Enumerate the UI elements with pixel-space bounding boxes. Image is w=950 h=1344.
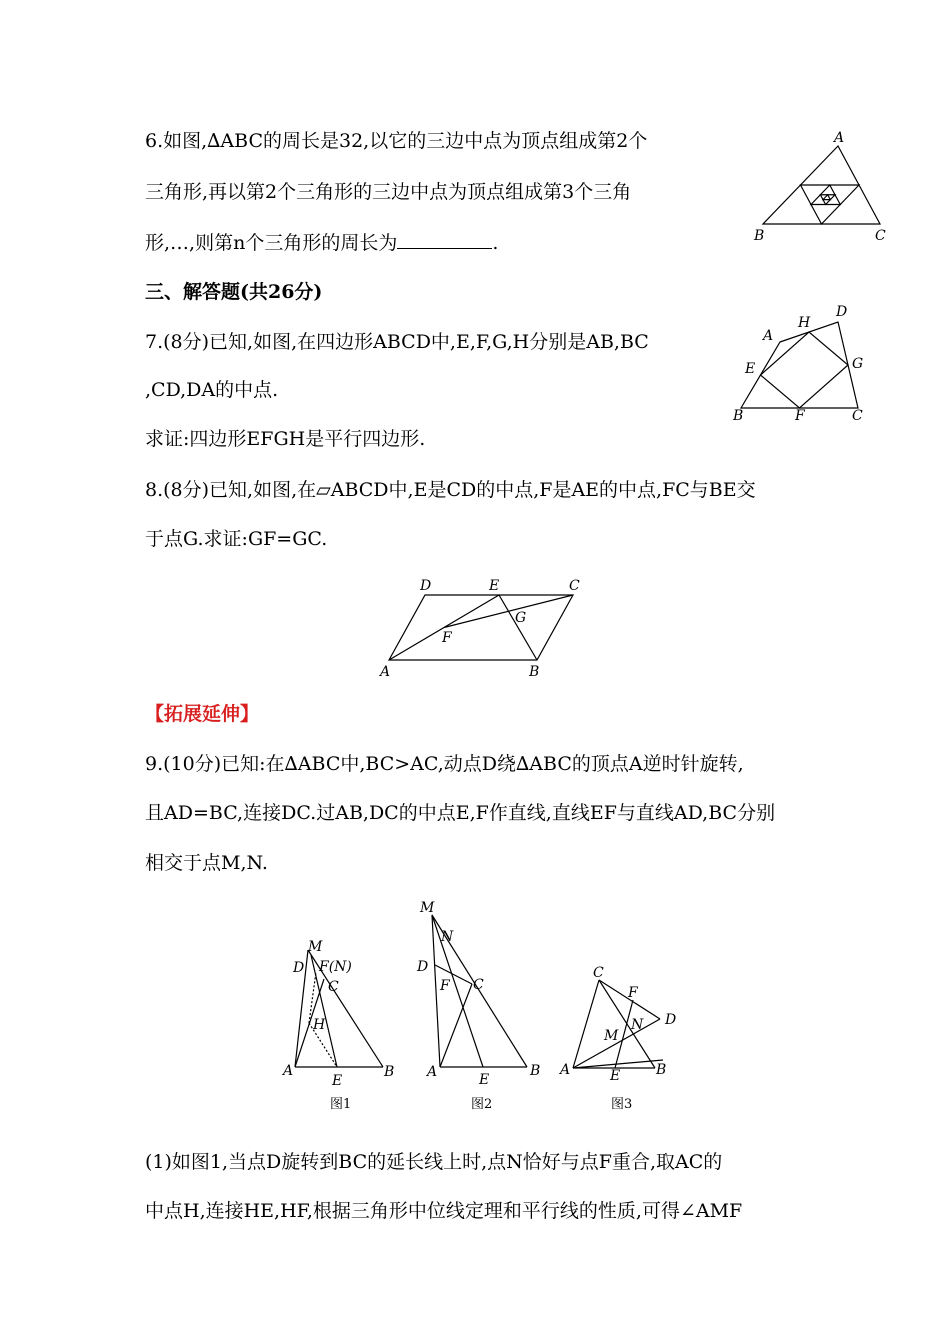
fig1-label-M: M <box>308 939 323 955</box>
answer-blank[interactable] <box>397 230 492 249</box>
fig3-label-F: F <box>628 985 638 1001</box>
q9-figure-2 <box>415 895 555 1115</box>
fig2-label-N: N <box>441 929 454 945</box>
q6-line3-end: . <box>492 232 499 254</box>
q8-label-A: A <box>380 664 391 680</box>
q9-figure-3 <box>555 960 685 1120</box>
fig1-label-B: B <box>384 1064 395 1080</box>
q6-line3-text: 形,…,则第n个三角形的周长为 <box>145 232 398 254</box>
q8-label-F: F <box>442 630 452 646</box>
q9-part1-line1: (1)如图1,当点D旋转到BC的延长线上时,点N恰好与点F重合,取AC的 <box>145 1151 723 1173</box>
q7-line2: ,CD,DA的中点. <box>145 379 279 401</box>
q9-figure-1 <box>280 935 400 1115</box>
q7-line3: 求证:四边形EFGH是平行四边形. <box>145 428 426 450</box>
fig1-label-A: A <box>283 1063 294 1079</box>
q7-line1: 7.(8分)已知,如图,在四边形ABCD中,E,F,G,H分别是AB,BC <box>145 331 649 353</box>
fig1-caption: 图1 <box>330 1097 352 1112</box>
q8-label-C: C <box>569 578 580 594</box>
fig3-label-B: B <box>656 1062 667 1078</box>
q9-line2: 且AD=BC,连接DC.过AB,DC的中点E,F作直线,直线EF与直线AD,BC分别 <box>145 802 776 824</box>
q6-line2: 三角形,再以第2个三角形的三边中点为顶点组成第3个三角 <box>145 181 632 203</box>
fig3-label-D: D <box>665 1012 677 1028</box>
q8-label-D: D <box>420 578 432 594</box>
extension-title: 【拓展延伸】 <box>145 703 260 725</box>
fig3-label-M: M <box>604 1028 619 1044</box>
fig3-caption: 图3 <box>611 1097 633 1112</box>
q7-label-B: B <box>733 408 744 424</box>
fig2-label-B: B <box>530 1063 541 1079</box>
fig1-label-E: E <box>332 1073 343 1089</box>
q7-label-D: D <box>836 304 848 320</box>
q8-parallelogram-figure <box>375 570 595 685</box>
fig2-label-C: C <box>473 977 484 993</box>
q6-line3 <box>145 230 498 255</box>
q6-label-A: A <box>834 130 845 146</box>
q7-label-A: A <box>763 328 774 344</box>
fig2-label-M: M <box>420 900 435 916</box>
fig2-label-F: F <box>440 978 450 994</box>
q8-line2: 于点G.求证:GF=GC. <box>145 528 328 550</box>
q9-line1: 9.(10分)已知:在∆ABC中,BC>AC,动点D绕∆ABC的顶点A逆时针旋转, <box>145 753 744 775</box>
q7-label-G: G <box>852 356 864 372</box>
fig2-caption: 图2 <box>471 1097 493 1112</box>
fig3-label-A: A <box>560 1062 571 1078</box>
q7-label-E: E <box>745 361 756 377</box>
fig1-label-H: H <box>313 1017 326 1033</box>
fig2-label-E: E <box>479 1072 490 1088</box>
fig1-label-C: C <box>328 979 339 995</box>
q7-label-C: C <box>852 408 863 424</box>
q9-part1-line2: 中点H,连接HE,HF,根据三角形中位线定理和平行线的性质,可得∠AMF <box>145 1200 743 1222</box>
q6-nested-triangles-figure <box>750 128 890 248</box>
q9-line3: 相交于点M,N. <box>145 852 268 874</box>
fig1-label-D: D <box>293 960 305 976</box>
q7-label-F: F <box>795 408 805 424</box>
q7-label-H: H <box>798 315 811 331</box>
q7-quadrilateral-figure <box>728 298 878 428</box>
fig1-label-FN: F(N) <box>319 959 352 975</box>
section-3-title: 三、解答题(共26分) <box>145 281 323 303</box>
fig3-label-C: C <box>593 965 604 981</box>
q6-label-C: C <box>875 228 886 244</box>
q8-label-B: B <box>529 664 540 680</box>
q8-label-G: G <box>515 610 527 626</box>
fig2-label-A: A <box>427 1064 438 1080</box>
q6-line1: 6.如图,∆ABC的周长是32,以它的三边中点为顶点组成第2个 <box>145 130 648 152</box>
fig2-label-D: D <box>417 959 429 975</box>
q8-line1: 8.(8分)已知,如图,在▱ABCD中,E是CD的中点,F是AE的中点,FC与BE交 <box>145 479 756 501</box>
q8-label-E: E <box>489 578 500 594</box>
q6-label-B: B <box>754 228 765 244</box>
fig3-label-E: E <box>610 1068 621 1084</box>
fig3-label-N: N <box>631 1017 644 1033</box>
